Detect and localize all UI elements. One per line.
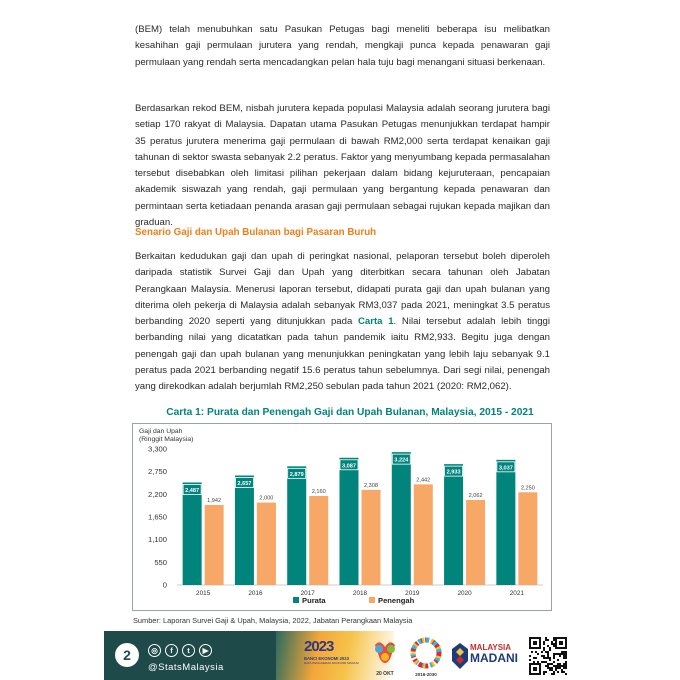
bar-purata (235, 475, 254, 585)
sdg-logo (406, 637, 446, 679)
chart-svg (133, 424, 553, 612)
qr-module (547, 665, 549, 667)
qr-module (543, 657, 545, 659)
bar-penengah (414, 484, 433, 585)
y-tick-label: 1,650 (147, 512, 167, 522)
bar-purata (496, 460, 515, 585)
banci-logo-tagline: DATA PENGGERAK EKONOMI MADANI (304, 661, 359, 665)
qr-module (549, 667, 551, 669)
banci-ekonomi-logo (304, 638, 366, 674)
qr-module (551, 643, 553, 645)
paragraph-3-text-b: . Nilai tersebut adalah lebih tinggi berbanding nilai yang dicatatkan pada tahun pandemik iaitu RM2,933. Begitu juga dengan penengah gaji dan upah bulanan yang menunjukkan peningkatan yang lebih laju sebanyak 9.1 peratus pada 2021 berbanding negatif 15.6 peratus tahun sebelumnya. Dari segi nilai, penengah yang direkodkan adalah berjumlah RM2,250 sebulan pada tahun 2021 (2020: RM2,062). (135, 316, 551, 393)
paragraph-3-text-a: Berkaitan kedudukan gaji dan upah di peringkat nasional, pelaporan tersebut boleh diperoleh daripada statistik Survei Gaji dan Upah yang diterbitkan secara tahunan oleh Jabatan Perangkaan Malaysia. Menerusi laporan tersebut, didapati purata gaji dan upah bulanan yang diterima oleh pekerja di Malaysia adalah sebanyak RM3,037 pada 2021, meningkat 3.5 peratus berbanding 2020 seperti yang ditunjukkan pada (135, 251, 550, 328)
qr-module (547, 651, 549, 653)
qr-module (553, 645, 555, 647)
qr-module (561, 665, 563, 667)
qr-module (545, 657, 547, 659)
data-label-purata: 2,487 (185, 488, 200, 495)
instagram-icon[interactable]: ◎ (148, 644, 161, 657)
qr-module (541, 651, 543, 653)
qr-module (529, 655, 531, 657)
data-label-purata: 2,879 (289, 471, 304, 478)
bar-purata (287, 466, 306, 585)
qr-module (559, 655, 561, 657)
qr-module (555, 669, 557, 671)
x-tick-label: 2020 (457, 590, 472, 597)
x-tick-label: 2015 (196, 590, 211, 597)
qr-module (547, 667, 549, 669)
qr-module (553, 671, 555, 673)
social-links (148, 644, 212, 657)
qr-module (561, 669, 563, 671)
data-label-penengah: 2,000 (259, 495, 274, 502)
qr-module (555, 665, 557, 667)
twitter-icon[interactable]: t (182, 644, 195, 657)
x-tick-label: 2019 (405, 590, 420, 597)
qr-module (547, 663, 549, 665)
qr-module (551, 663, 553, 665)
legend-swatch-purata (293, 597, 299, 603)
qr-module (559, 667, 561, 669)
y-tick-label: 1,100 (147, 535, 167, 545)
qr-module (545, 639, 547, 641)
qr-module (543, 661, 545, 663)
qr-module (563, 657, 565, 659)
qr-module (565, 663, 567, 665)
qr-module (553, 637, 555, 639)
qr-module (551, 673, 553, 675)
qr-module (551, 641, 553, 643)
qr-module (563, 665, 565, 667)
qr-module (557, 671, 559, 673)
data-label-purata: 2,933 (446, 469, 461, 476)
qr-code-icon (528, 636, 568, 676)
qr-module (547, 645, 549, 647)
youtube-icon[interactable]: ▶ (199, 644, 212, 657)
qr-module (561, 671, 563, 673)
qr-module (547, 657, 549, 659)
qr-module (553, 673, 555, 675)
banci-logo-subtitle: BANCI EKONOMI 2023 (304, 656, 349, 661)
qr-module (537, 653, 539, 655)
x-tick-label: 2021 (509, 590, 524, 597)
sdg-years: 2016-2030 (415, 672, 437, 677)
qr-module (565, 665, 567, 667)
y-tick-label: 550 (154, 557, 167, 567)
qr-module (557, 665, 559, 667)
qr-module (545, 637, 547, 639)
qr-module (541, 655, 543, 657)
page-number: 2 (115, 643, 139, 667)
y-tick-label: 3,300 (147, 444, 167, 454)
qr-module (559, 653, 561, 655)
madani-line-2: MADANI (470, 651, 518, 665)
qr-module (561, 651, 563, 653)
qr-module (543, 647, 545, 649)
qr-module (547, 653, 549, 655)
qr-module (533, 667, 537, 671)
qr-module (533, 661, 535, 663)
qr-module (559, 663, 561, 665)
y-axis-label-line-1: Gaji dan Upah (139, 428, 183, 435)
madani-line-1: MALAYSIA (470, 643, 512, 652)
qr-module (535, 657, 537, 659)
stats-day-date: 20 OKT (376, 671, 394, 677)
qr-module (543, 641, 545, 643)
bar-penengah (309, 496, 328, 585)
qr-module (545, 651, 547, 653)
data-label-purata: 3,037 (498, 465, 513, 472)
y-tick-label: 2,750 (147, 467, 167, 477)
chart-reference-link[interactable]: Carta 1 (357, 316, 394, 328)
qr-module (559, 641, 563, 645)
bar-purata (444, 464, 463, 585)
qr-module (565, 661, 567, 663)
source-note: Sumber: Laporan Survei Gaji & Upah, Malaysia, 2022, Jabatan Perangkaan Malaysia (133, 616, 413, 625)
malaysia-madani-logo (452, 641, 522, 671)
qr-module (543, 673, 545, 675)
qr-code[interactable] (528, 636, 568, 676)
qr-module (547, 655, 549, 657)
qr-module (565, 667, 567, 669)
data-label-penengah: 2,062 (468, 493, 483, 500)
legend-label-penengah: Penengah (378, 596, 415, 605)
qr-module (563, 653, 565, 655)
world-statistics-day-logo (370, 637, 400, 679)
qr-module (555, 667, 557, 669)
data-label-penengah: 1,942 (207, 497, 222, 504)
qr-module (549, 649, 551, 651)
qr-module (557, 667, 559, 669)
sdg-wheel-icon (406, 637, 446, 671)
qr-module (553, 655, 555, 657)
qr-module (545, 671, 547, 673)
y-tick-label: 2,200 (147, 489, 167, 499)
qr-module (565, 651, 567, 653)
footer-banner (104, 631, 576, 680)
qr-module (545, 665, 547, 667)
qr-module (535, 651, 537, 653)
qr-module (557, 653, 559, 655)
qr-module (541, 661, 543, 663)
qr-module (549, 669, 551, 671)
qr-module (553, 639, 555, 641)
data-label-purata: 3,087 (342, 463, 356, 470)
bar-purata (392, 452, 411, 585)
qr-module (565, 673, 567, 675)
banci-logo-year: 2023 (304, 638, 334, 655)
x-tick-label: 2018 (352, 590, 368, 597)
qr-module (537, 661, 539, 663)
data-label-penengah: 2,160 (311, 488, 326, 495)
data-label-purata: 3,224 (394, 457, 409, 464)
qr-module (563, 655, 565, 657)
madani-emblem-icon (452, 643, 468, 669)
data-label-purata: 2,657 (237, 481, 252, 488)
qr-module (563, 651, 565, 653)
qr-module (563, 667, 565, 669)
legend-label-purata: Purata (302, 596, 326, 605)
body-paragraph-2: Berdasarkan rekod BEM, nisbah jurutera kepada populasi Malaysia adalah seorang jurutera bagi setiap 170 rakyat di Malaysia. Dapatan utama Pasukan Petugas menunjukkan terdapat hampir 35 peratus jurutera menerima gaji permulaan di bawah RM2,000 serta terdapat kenaikan gaji tahunan di sektor swasta sebanyak 2.2 peratus. Faktor yang menyumbang kepada permasalahan tersebut disebabkan oleh limitasi pilihan pekerjaan dalam bidang kejuruteraan, pencapaian akademik siswazah yang rendah, gaji permulaan yang bergantung kepada penawaran dan permintaan serta ketiadaan penanda arasan gaji permulaan sebagai rujukan kepada majikan dan graduan. (135, 103, 550, 229)
qr-module (553, 643, 555, 645)
y-tick-label: 0 (162, 580, 167, 590)
qr-module (549, 657, 551, 659)
qr-module (559, 665, 561, 667)
qr-module (531, 651, 533, 653)
qr-module (533, 657, 535, 659)
qr-module (543, 649, 545, 651)
bar-purata (340, 458, 359, 585)
qr-module (533, 641, 537, 645)
chart-title: Carta 1: Purata dan Penengah Gaji dan Upah Bulanan, Malaysia, 2015 - 2021 (166, 407, 534, 418)
qr-module (555, 653, 557, 655)
qr-module (545, 661, 547, 663)
bar-penengah (362, 490, 381, 585)
bar-penengah (518, 492, 537, 585)
bar-penengah (466, 500, 485, 585)
legend-swatch-penengah (369, 597, 375, 603)
qr-module (543, 643, 545, 645)
qr-module (547, 639, 549, 641)
social-handle[interactable]: @StatsMalaysia (148, 662, 224, 673)
facebook-icon[interactable]: f (165, 644, 178, 657)
qr-module (553, 665, 555, 667)
qr-module (551, 667, 553, 669)
qr-module (549, 663, 551, 665)
qr-module (563, 671, 565, 673)
qr-module (563, 663, 565, 665)
qr-module (565, 653, 567, 655)
qr-module (553, 653, 555, 655)
x-tick-label: 2017 (300, 590, 315, 597)
body-paragraph-1: (BEM) telah menubuhkan satu Pasukan Petugas bagi meneliti beberapa isu melibatkan kesahihan gaji permulaan jurutera yang rendah, mengkaji punca kepada penawaran gaji permulaan yang rendah serta mencadangkan pelan hala tuju bagi menangani situasi berkenaan. (135, 24, 550, 68)
qr-module (529, 659, 531, 661)
stats-day-emblem-icon (370, 637, 400, 671)
section-heading: Senario Gaji dan Upah Bulanan bagi Pasaran Buruh (135, 227, 377, 238)
qr-module (543, 655, 545, 657)
footer-brand-panel (104, 631, 276, 680)
qr-module (551, 669, 553, 671)
data-label-penengah: 2,442 (416, 477, 431, 484)
qr-module (553, 661, 555, 663)
bar-chart (132, 423, 552, 611)
qr-module (549, 647, 551, 649)
qr-module (549, 659, 551, 661)
qr-module (565, 655, 567, 657)
y-axis-label-line-2: (Ringgit Malaysia) (139, 436, 194, 443)
qr-module (557, 659, 559, 661)
data-label-penengah: 2,250 (520, 485, 535, 492)
bar-purata (183, 483, 202, 585)
x-tick-label: 2016 (248, 590, 263, 597)
bar-penengah (257, 503, 276, 585)
qr-module (557, 663, 559, 665)
bar-penengah (205, 505, 224, 585)
qr-module (553, 657, 555, 659)
qr-module (543, 671, 545, 673)
data-label-penengah: 2,308 (364, 482, 378, 489)
body-paragraph-3 (135, 249, 550, 396)
qr-module (565, 657, 567, 659)
qr-module (561, 653, 563, 655)
